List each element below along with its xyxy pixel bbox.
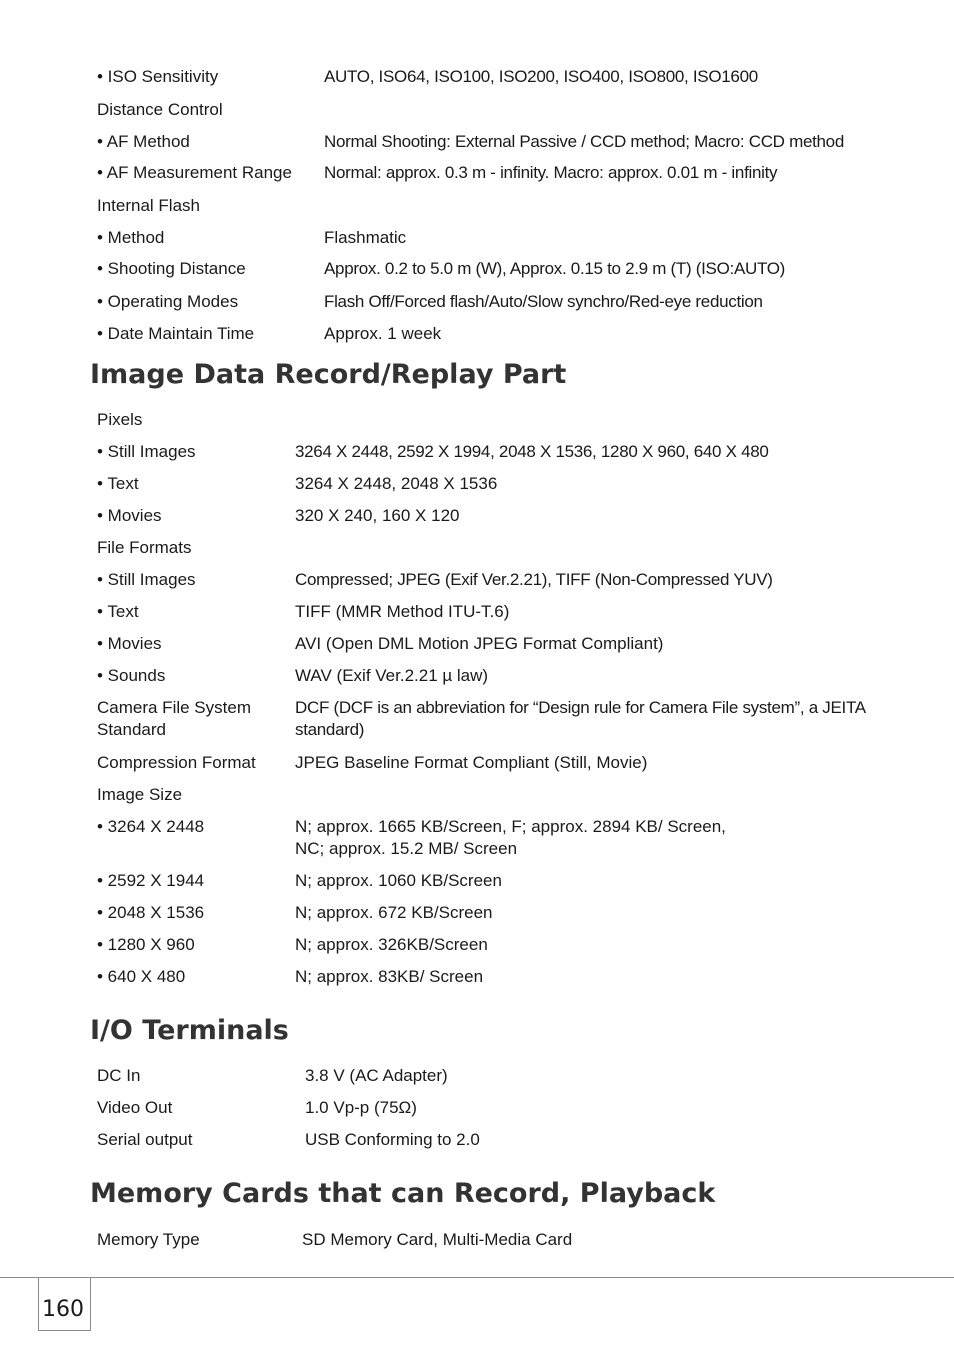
spec-label: • Method: [97, 228, 165, 247]
spec-value: 320 X 240, 160 X 120: [295, 506, 460, 525]
spec-label-line: Camera File System: [97, 698, 251, 717]
spec-row-size-3264: [97, 816, 894, 860]
spec-value-line: NC; approx. 15.2 MB/ Screen: [295, 839, 518, 858]
spec-label: • 2048 X 1536: [97, 903, 205, 922]
spec-value: SD Memory Card, Multi-Media Card: [302, 1230, 573, 1249]
spec-value: Approx. 0.2 to 5.0 m (W), Approx. 0.15 to 2.9 m (T) (ISO:AUTO): [324, 259, 786, 278]
spec-label: Video Out: [97, 1098, 173, 1117]
spec-label: • AF Method: [97, 132, 190, 151]
spec-value: WAV (Exif Ver.2.21 µ law): [295, 666, 489, 685]
spec-value: 3264 X 2448, 2048 X 1536: [295, 474, 498, 493]
spec-value: JPEG Baseline Format Compliant (Still, Movie): [295, 753, 648, 772]
spec-label: • Sounds: [97, 666, 166, 685]
spec-group-label: Internal Flash: [97, 196, 200, 215]
spec-label: • 640 X 480: [97, 967, 186, 986]
spec-value: Normal: approx. 0.3 m - infinity. Macro: approx. 0.01 m - infinity: [324, 163, 778, 182]
spec-value: Compressed; JPEG (Exif Ver.2.21), TIFF (Non-Compressed YUV): [295, 570, 773, 589]
spec-value: Flashmatic: [324, 228, 407, 247]
spec-value: 3264 X 2448, 2592 X 1994, 2048 X 1536, 1280 X 960, 640 X 480: [295, 442, 769, 461]
spec-value: AVI (Open DML Motion JPEG Format Compliant): [295, 634, 664, 653]
section-heading-image-data: Image Data Record/Replay Part: [90, 359, 567, 390]
spec-value: N; approx. 1060 KB/Screen: [295, 871, 502, 890]
spec-value-line: N; approx. 1665 KB/Screen, F; approx. 2894 KB/ Screen,: [295, 817, 726, 836]
spec-value: AUTO, ISO64, ISO100, ISO200, ISO400, ISO800, ISO1600: [324, 67, 758, 86]
spec-label: • Shooting Distance: [97, 259, 246, 278]
spec-label: • 1280 X 960: [97, 935, 195, 954]
spec-value: Normal Shooting: External Passive / CCD method; Macro: CCD method: [324, 132, 844, 151]
spec-label: • Date Maintain Time: [97, 324, 255, 343]
spec-row-camera-file-system: [97, 697, 894, 741]
spec-value: N; approx. 672 KB/Screen: [295, 903, 493, 922]
spec-value: Flash Off/Forced flash/Auto/Slow synchro/Red-eye reduction: [324, 292, 763, 311]
spec-value: 3.8 V (AC Adapter): [305, 1066, 448, 1085]
spec-label: • 2592 X 1944: [97, 871, 205, 890]
spec-label: • ISO Sensitivity: [97, 67, 219, 86]
spec-label: • Still Images: [97, 442, 196, 461]
spec-value: N; approx. 83KB/ Screen: [295, 967, 484, 986]
footer-divider: [0, 1277, 954, 1278]
spec-value: Approx. 1 week: [324, 324, 442, 343]
spec-value: DCF (DCF is an abbreviation for “Design rule for Camera File system”, a JEITA standard): [295, 698, 865, 739]
spec-label: [97, 697, 251, 741]
spec-label: • Text: [97, 474, 139, 493]
spec-label: • AF Measurement Range: [97, 163, 292, 182]
spec-label: • Operating Modes: [97, 292, 239, 311]
spec-value: 1.0 Vp-p (75Ω): [305, 1098, 417, 1117]
spec-label: Memory Type: [97, 1230, 200, 1249]
page-number: 160: [42, 1297, 84, 1322]
section-heading-memory-cards: Memory Cards that can Record, Playback: [90, 1178, 716, 1209]
spec-label: Serial output: [97, 1130, 193, 1149]
spec-group-label: File Formats: [97, 538, 192, 557]
spec-label-line: Standard: [97, 720, 166, 739]
spec-value: [295, 816, 894, 860]
spec-label: • Movies: [97, 634, 162, 653]
spec-label: • Still Images: [97, 570, 196, 589]
spec-label: • Movies: [97, 506, 162, 525]
spec-group-label: Distance Control: [97, 100, 223, 119]
spec-group-label: Pixels: [97, 410, 143, 429]
spec-value: TIFF (MMR Method ITU-T.6): [295, 602, 510, 621]
spec-label: Compression Format: [97, 753, 256, 772]
section-heading-io-terminals: I/O Terminals: [90, 1015, 289, 1046]
spec-label: • Text: [97, 602, 139, 621]
spec-value: USB Conforming to 2.0: [305, 1130, 480, 1149]
spec-group-label: Image Size: [97, 785, 183, 804]
spec-label: DC In: [97, 1066, 141, 1085]
spec-label: • 3264 X 2448: [97, 817, 205, 836]
spec-value: N; approx. 326KB/Screen: [295, 935, 488, 954]
